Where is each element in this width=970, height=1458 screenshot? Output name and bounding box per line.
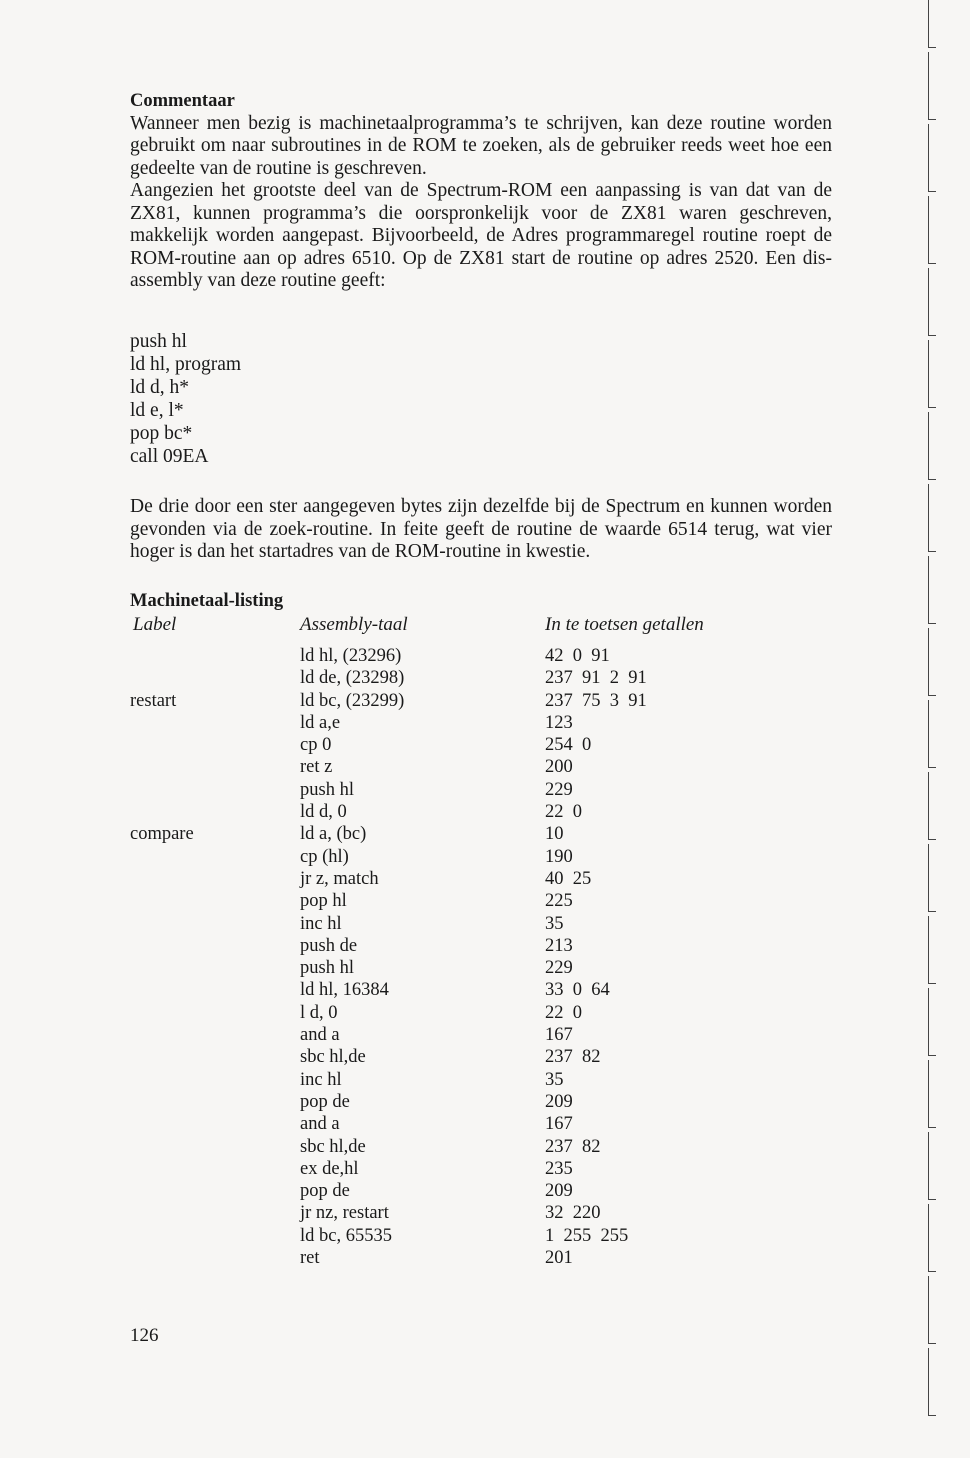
listing-row (0, 824, 970, 846)
machine-code-bytes: 167 (545, 1114, 573, 1135)
binding-mark (928, 556, 936, 624)
listing-label: compare (130, 824, 194, 845)
machine-code-bytes: 229 (545, 958, 573, 979)
machine-code-listing (0, 646, 970, 1270)
machine-code-bytes: 209 (545, 1091, 573, 1112)
listing-row (0, 1203, 970, 1225)
assembly-instruction: ld de, (23298) (300, 668, 405, 689)
assembly-instruction: pop hl (300, 891, 347, 912)
assembly-instruction: ld d, 0 (300, 802, 347, 823)
assembly-instruction: push hl (300, 779, 354, 800)
listing-row (0, 1248, 970, 1270)
machine-code-bytes: 235 (545, 1158, 573, 1179)
machine-code-bytes: 32 220 (545, 1203, 601, 1224)
assembly-instruction: inc hl (300, 913, 342, 934)
binding-mark (928, 1348, 936, 1416)
listing-row (0, 1047, 970, 1069)
binding-mark (928, 916, 936, 984)
machine-code-bytes: 10 (545, 824, 564, 845)
listing-row (0, 780, 970, 802)
machine-code-bytes: 254 0 (545, 735, 592, 756)
listing-row (0, 735, 970, 757)
machine-code-bytes: 190 (545, 846, 573, 867)
listing-row (0, 691, 970, 713)
assembly-instruction: cp 0 (300, 735, 332, 756)
assembly-instruction: pop de (300, 1091, 350, 1112)
binding-mark (928, 0, 936, 48)
machine-code-bytes: 22 0 (545, 802, 582, 823)
machine-code-bytes: 237 75 3 91 (545, 690, 647, 711)
listing-row (0, 891, 970, 913)
listing-row (0, 1003, 970, 1025)
listing-row (0, 847, 970, 869)
commentary-paragraph-1: Wanneer men bezig is machinetaalprogramma’s te schrijven, kan deze routine worden gebruikt om naar subroutines in de ROM te zoeken, als de gebruiker reeds weet hoe een gedeelte van de routine is geschreven. (130, 112, 832, 179)
machine-code-bytes: 209 (545, 1181, 573, 1202)
machine-code-bytes: 35 (545, 913, 564, 934)
machine-code-bytes: 123 (545, 712, 573, 733)
listing-row (0, 1226, 970, 1248)
binding-mark (928, 196, 936, 264)
binding-mark (928, 628, 936, 696)
assembly-instruction: sbc hl,de (300, 1136, 366, 1157)
binding-mark (928, 340, 936, 408)
machine-code-bytes: 201 (545, 1248, 573, 1269)
page-number: 126 (130, 1325, 159, 1346)
disassembly-listing (130, 330, 241, 468)
commentary-section (130, 90, 832, 293)
binding-mark (928, 268, 936, 336)
assembly-instruction: ret (300, 1248, 320, 1269)
assembly-instruction: pop de (300, 1181, 350, 1202)
commentary-heading: Commentaar (130, 91, 235, 111)
listing-row (0, 936, 970, 958)
assembly-instruction: ld bc, 65535 (300, 1225, 392, 1246)
machine-code-bytes: 213 (545, 935, 573, 956)
listing-row (0, 914, 970, 936)
machine-code-bytes: 237 82 (545, 1047, 601, 1068)
commentary-paragraph-2: Aangezien het grootste deel van de Spectrum-ROM een aanpassing is van dat van de ZX81, kunnen programma’s die oorspronkelijk voor de ZX81 waren geschreven, makkelijk worden aangepast. Bijvoorbeeld, de Adres programmaregel routine roept de ROM-routine aan op adres 6510. Op de ZX81 start de routine op adres 2520. Een dis-assembly van deze routine geeft: (130, 180, 832, 291)
machine-code-bytes: 225 (545, 891, 573, 912)
listing-row (0, 1070, 970, 1092)
binding-mark (928, 700, 936, 768)
disassembly-line: push hl (130, 331, 187, 352)
assembly-instruction: l d, 0 (300, 1002, 338, 1023)
listing-row (0, 1181, 970, 1203)
column-header-assembly: Assembly-taal (300, 614, 408, 635)
listing-label: restart (130, 690, 177, 711)
assembly-instruction: ld a, (bc) (300, 824, 367, 845)
listing-row (0, 1159, 970, 1181)
column-header-label: Label (133, 614, 177, 635)
listing-row (0, 1114, 970, 1136)
assembly-instruction: jr nz, restart (300, 1203, 389, 1224)
disassembly-line: ld d, h* (130, 377, 190, 398)
assembly-instruction: sbc hl,de (300, 1047, 366, 1068)
disassembly-line: call 09EA (130, 446, 209, 467)
assembly-instruction: ex de,hl (300, 1158, 359, 1179)
binding-mark (928, 844, 936, 912)
listing-row (0, 869, 970, 891)
binding-mark (928, 1276, 936, 1344)
assembly-instruction: and a (300, 1025, 340, 1046)
disassembly-line: ld hl, program (130, 354, 242, 375)
binding-mark (928, 988, 936, 1056)
binding-mark (928, 484, 936, 552)
binding-mark (928, 412, 936, 480)
listing-row (0, 757, 970, 779)
assembly-instruction: and a (300, 1114, 340, 1135)
assembly-instruction: ld a,e (300, 712, 341, 733)
binding-margin-marks (928, 0, 940, 1458)
binding-mark (928, 124, 936, 192)
binding-mark (928, 1132, 936, 1200)
machine-code-bytes: 40 25 (545, 868, 592, 889)
listing-row (0, 646, 970, 668)
listing-row (0, 668, 970, 690)
binding-mark (928, 52, 936, 120)
listing-heading: Machinetaal-listing (130, 591, 284, 611)
assembly-instruction: ld hl, (23296) (300, 646, 402, 666)
machine-code-bytes: 35 (545, 1069, 564, 1090)
machine-code-bytes: 200 (545, 757, 573, 778)
binding-mark (928, 1204, 936, 1272)
machine-code-bytes: 33 0 64 (545, 980, 610, 1001)
machine-code-bytes: 237 91 2 91 (545, 668, 647, 689)
binding-mark (928, 772, 936, 840)
listing-row (0, 958, 970, 980)
assembly-instruction: push de (300, 935, 358, 956)
assembly-instruction: ld hl, 16384 (300, 980, 389, 1001)
listing-row (0, 980, 970, 1002)
listing-row (0, 1092, 970, 1114)
machine-code-bytes: 237 82 (545, 1136, 601, 1157)
machine-code-bytes: 229 (545, 779, 573, 800)
assembly-instruction: ret z (300, 757, 333, 778)
assembly-instruction: ld bc, (23299) (300, 690, 405, 711)
disassembly-line: ld e, l* (130, 400, 184, 421)
listing-row (0, 713, 970, 735)
disassembly-line: pop bc* (130, 423, 193, 444)
machine-code-bytes: 22 0 (545, 1002, 582, 1023)
listing-row (0, 802, 970, 824)
binding-mark (928, 1060, 936, 1128)
explanation-paragraph: De drie door een ster aangegeven bytes zijn dezelfde bij de Spectrum en kunnen worden gevonden via de zoek-routine. In feite geeft de routine de waarde 6514 terug, wat vier hoger is dan het startadres van de ROM-routine in kwestie. (130, 496, 832, 562)
machine-code-bytes: 167 (545, 1025, 573, 1046)
assembly-instruction: jr z, match (300, 868, 379, 889)
machine-code-bytes: 1 255 255 (545, 1225, 629, 1246)
explanation-section (130, 496, 832, 564)
listing-row (0, 1025, 970, 1047)
listing-row (0, 1137, 970, 1159)
assembly-instruction: cp (hl) (300, 846, 349, 867)
assembly-instruction: inc hl (300, 1069, 342, 1090)
machine-code-bytes: 42 0 91 (545, 646, 610, 666)
assembly-instruction: push hl (300, 958, 354, 979)
column-header-numbers: In te toetsen getallen (545, 614, 704, 635)
